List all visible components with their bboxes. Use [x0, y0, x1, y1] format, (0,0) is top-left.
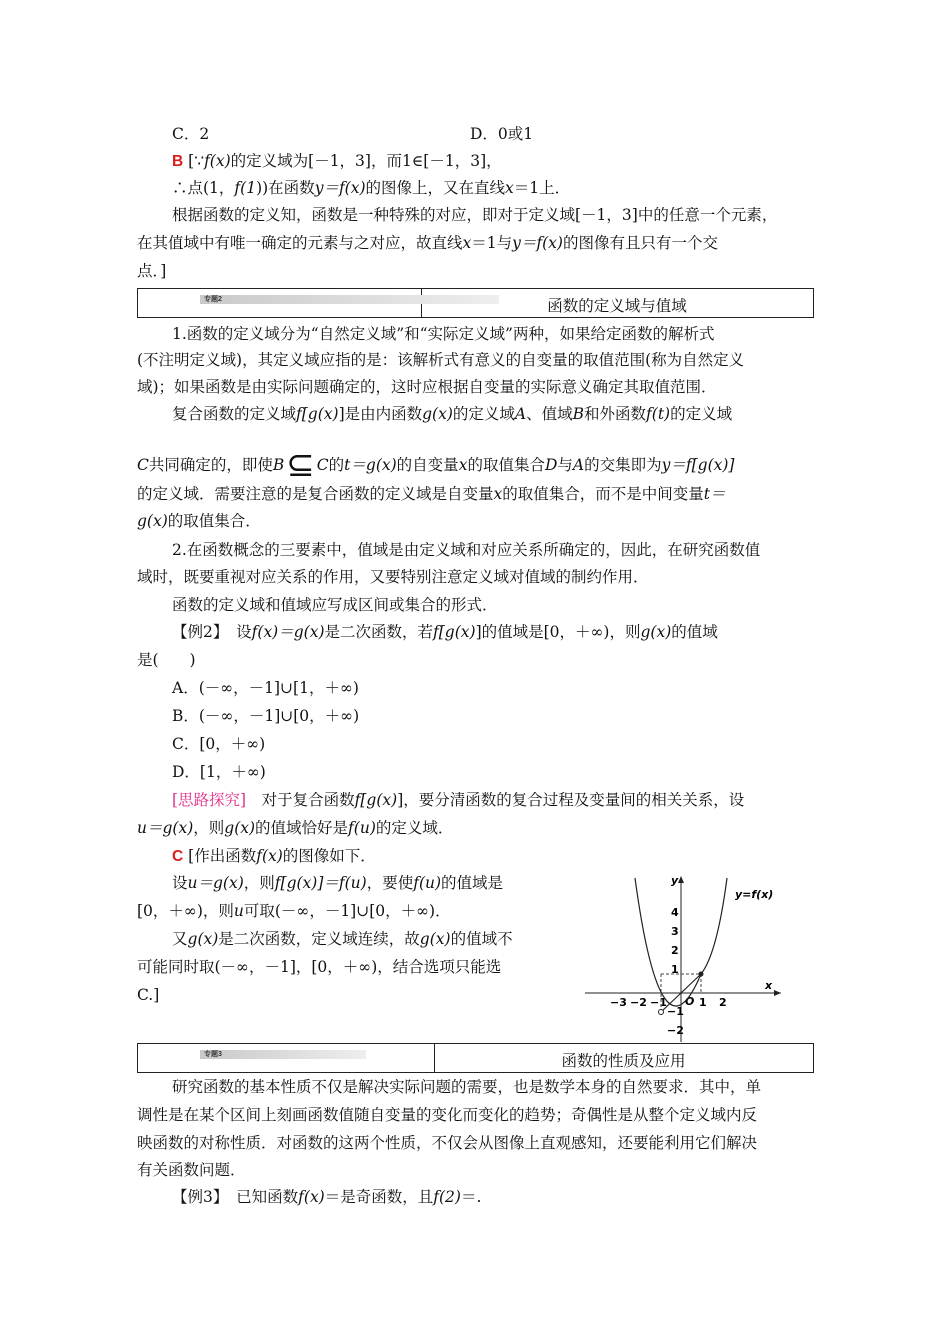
curve-right [701, 878, 727, 974]
x-tick-label: −1 [650, 996, 667, 1009]
paragraph-2-line-4: g(x)的取值集合． [137, 512, 261, 530]
paragraph-2-line-2: C共同确定的，即使B⊆ C的t＝g(x)的自变量x的取值集合D与A的交集即为y＝f[g(x)] [137, 445, 735, 485]
paragraph-1-line-1: 1.函数的定义域分为“自然定义域”和“实际定义域”两种，如果给定函数的解析式 [172, 325, 715, 343]
function-graph [585, 872, 785, 1044]
example-2-line-1: 【例2】 设f(x)＝g(x)是二次函数，若f[g(x)]的值域是[0，＋∞)，则g(x)的值域 [172, 623, 718, 641]
section-title-3: 函数的性质及应用 [561, 1052, 686, 1070]
origin-label: O [685, 995, 695, 1008]
section-tag-3: 专题3 [200, 1050, 366, 1059]
think-line-2: u＝g(x)，则g(x)的值域恰好是f(u)的定义域． [137, 819, 454, 837]
paragraph-5-line-4: 有关函数问题． [137, 1161, 246, 1179]
subset-symbol: ⊆ [286, 445, 315, 485]
option-a: A．(－∞，－1]∪[1，＋∞) [172, 679, 359, 697]
paragraph-1-line-2: (不注明定义域)，其定义域应指的是：该解析式有意义的自变量的取值范围(称为自然定义 [137, 351, 745, 369]
answer-1-line-5: 点．] [137, 262, 167, 280]
option-d-2: D．[1，＋∞) [172, 763, 266, 781]
x-axis-label: x [765, 979, 773, 992]
x-tick-label: −3 [610, 996, 627, 1009]
y-tick-label: −2 [667, 1024, 684, 1037]
y-tick-label: 2 [671, 944, 679, 957]
answer-2-line-1: C [作出函数f(x)的图像如下． [172, 847, 376, 865]
answer-1-letter: B [172, 153, 184, 170]
option-b: B．(－∞，－1]∪[0，＋∞) [172, 707, 360, 725]
paragraph-3-line-1: 2.在函数概念的三要素中，值域是由定义域和对应关系所确定的，因此，在研究函数值 [172, 541, 761, 559]
curve-left [635, 878, 701, 1006]
y-tick-label: 4 [671, 906, 679, 919]
solution-line-2: [0，＋∞)，则u可取(－∞，－1]∪[0，＋∞)． [137, 902, 451, 920]
paragraph-5-line-3: 映函数的对称性质．对函数的这两个性质，不仅会从图像上直观感知，还要能利用它们解决 [137, 1134, 758, 1152]
answer-1-line-3: 根据函数的定义知，函数是一种特殊的对应，即对于定义域[－1，3]中的任意一个元素， [172, 206, 778, 224]
x-tick-label: 1 [699, 996, 707, 1009]
paragraph-5-line-2: 调性是在某个区间上刻画函数值随自变量的变化而变化的趋势；奇偶性是从整个定义域内反 [137, 1106, 758, 1124]
closed-point [699, 972, 704, 977]
y-tick-label: −1 [667, 1005, 684, 1018]
option-c: C．2 [172, 125, 210, 143]
example-2-line-2: 是( ) [137, 651, 196, 669]
section-tag-2: 专题2 [200, 295, 499, 304]
answer-1-line: B [∵f(x)的定义域为[－1，3]，而1∈[－1，3]， [172, 152, 502, 170]
paragraph-1-line-3: 域)；如果函数是由实际问题确定的，这时应根据自变量的实际意义确定其取值范围． [137, 378, 717, 396]
paragraph-2-line-1: 复合函数的定义域f[g(x)]是由内函数g(x)的定义域A、值域B和外函数f(t)的定义域 [172, 405, 733, 423]
section-header-3 [137, 1043, 814, 1073]
curve-label: y=f(x) [735, 888, 774, 901]
y-axis-label: y [671, 874, 679, 887]
section-title-2: 函数的定义域与值域 [547, 297, 687, 315]
option-c-2: C．[0，＋∞) [172, 735, 266, 753]
x-tick-label: −2 [630, 996, 647, 1009]
answer-2-letter: C [172, 848, 184, 865]
solution-line-5: C.] [137, 986, 160, 1004]
solution-line-4: 可能同时取(－∞，－1]，[0，＋∞)，结合选项只能选 [137, 958, 502, 976]
section-header-2 [137, 288, 814, 318]
paragraph-3-line-2: 域时，既要重视对应关系的作用，又要特别注意定义域对值域的制约作用． [137, 568, 649, 586]
x-axis-arrow [774, 990, 781, 996]
y-axis-arrow [678, 876, 684, 883]
answer-1-line-4: 在其值域中有唯一确定的元素与之对应，故直线x＝1与y＝f(x)的图像有且只有一个交 [137, 234, 718, 252]
open-point [659, 1010, 664, 1015]
answer-1-line-2: ∴点(1，f(1))在函数y＝f(x)的图像上，又在直线x＝1上． [172, 179, 571, 197]
solution-line-3: 又g(x)是二次函数，定义域连续，故g(x)的值域不 [172, 930, 513, 948]
y-tick-label: 1 [671, 963, 679, 976]
example-3-line: 【例3】 已知函数f(x)＝是奇函数，且f(2)＝. [172, 1188, 482, 1206]
option-d: D．0或1 [470, 125, 534, 143]
think-label: [思路探究] [172, 791, 247, 809]
solution-line-1: 设u＝g(x)，则f[g(x)]＝f(u)，要使f(u)的值域是 [172, 874, 504, 892]
paragraph-4: 函数的定义域和值域应写成区间或集合的形式． [172, 596, 498, 614]
y-tick-label: 3 [671, 925, 679, 938]
x-tick-label: 2 [719, 996, 727, 1009]
paragraph-2-line-3: 的定义域．需要注意的是复合函数的定义域是自变量x的取值集合，而不是中间变量t＝ [137, 485, 726, 503]
paragraph-5-line-1: 研究函数的基本性质不仅是解决实际问题的需要，也是数学本身的自然要求．其中，单 [172, 1078, 762, 1096]
think-line-1: [思路探究] 对于复合函数f[g(x)]，要分清函数的复合过程及变量间的相关关系，设 [172, 791, 745, 809]
